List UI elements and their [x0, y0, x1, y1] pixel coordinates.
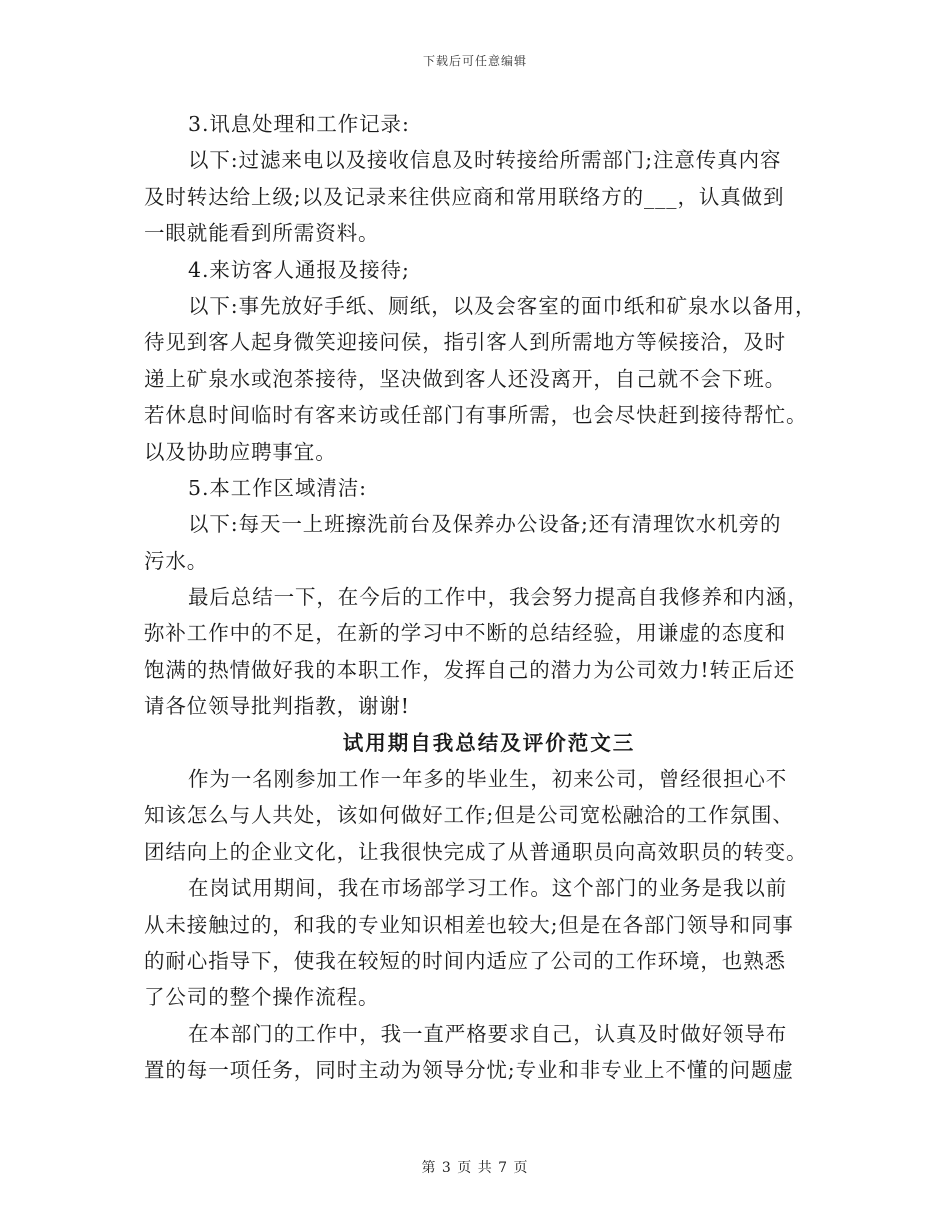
body-text-line: 弥补工作中的不足，在新的学习中不断的总结经验，用谦虚的态度和 [144, 621, 786, 646]
body-text-line: 在岗试用期间，我在市场部学习工作。这个部门的业务是我以前 [188, 876, 788, 901]
body-text-line: 请各位领导批判指教，谢谢! [144, 694, 410, 719]
body-text-line: 及时转达给上级;以及记录来往供应商和常用联络方的___，认真做到 [144, 184, 785, 209]
page-header: 下载后可任意编辑 [422, 54, 527, 68]
body-text-line: 5.本工作区域清洁: [188, 475, 367, 500]
body-text-line: 一眼就能看到所需资料。 [144, 221, 380, 246]
body-text-line: 4.来访客人通报及接待; [188, 257, 410, 282]
body-text-line: 知该怎么与人共处，该如何做好工作;但是公司宽松融洽的工作氛围、 [144, 803, 794, 828]
body-text-line: 若休息时间临时有客来访或任部门有事所需，也会尽快赶到接待帮忙。 [144, 403, 808, 428]
body-text-line: 递上矿泉水或泡茶接待，坚决做到客人还没离开，自己就不会下班。 [144, 366, 786, 391]
document-body [144, 106, 824, 1089]
body-text-line: 以下:过滤来电以及接收信息及时转接给所需部门;注意传真内容 [188, 148, 782, 173]
page-number-footer: 第 3 页 共 7 页 [421, 1160, 529, 1176]
body-text-line: 3.讯息处理和工作记录: [188, 112, 410, 136]
body-text-line: 在本部门的工作中，我一直严格要求自己，认真及时做好领导布 [188, 1021, 788, 1046]
body-text-line: 团结向上的企业文化，让我很快完成了从普通职员向高效职员的转变。 [144, 839, 808, 864]
body-text-line: 待见到客人起身微笑迎接问侯，指引客人到所需地方等候接洽，及时 [144, 330, 786, 355]
section-title: 试用期自我总结及评价范文三 [342, 730, 636, 755]
body-text-line: 饱满的热情做好我的本职工作，发挥自己的潜力为公司效力!转正后还 [144, 657, 796, 682]
body-text-line: 的耐心指导下，使我在较短的时间内适应了公司的工作环境，也熟悉 [144, 948, 786, 973]
body-text-line: 以下:每天一上班擦洗前台及保养办公设备;还有清理饮水机旁的 [188, 512, 782, 537]
body-text-line: 以下:事先放好手纸、厕纸，以及会客室的面巾纸和矿泉水以备用， [188, 293, 817, 318]
body-text-line: 置的每一项任务，同时主动为领导分忧;专业和非专业上不懂的问题虚 [144, 1058, 794, 1083]
body-text-line: 污水。 [144, 548, 209, 573]
body-text-line: 了公司的整个操作流程。 [144, 985, 380, 1010]
body-text-line: 从未接触过的，和我的专业知识相差也较大;但是在各部门领导和同事 [144, 912, 794, 937]
body-text-line: 作为一名刚参加工作一年多的毕业生，初来公司，曾经很担心不 [188, 767, 788, 792]
body-text-line: 以及协助应聘事宜。 [144, 439, 337, 464]
body-text-line: 最后总结一下，在今后的工作中，我会努力提高自我修养和内涵， [188, 585, 809, 610]
